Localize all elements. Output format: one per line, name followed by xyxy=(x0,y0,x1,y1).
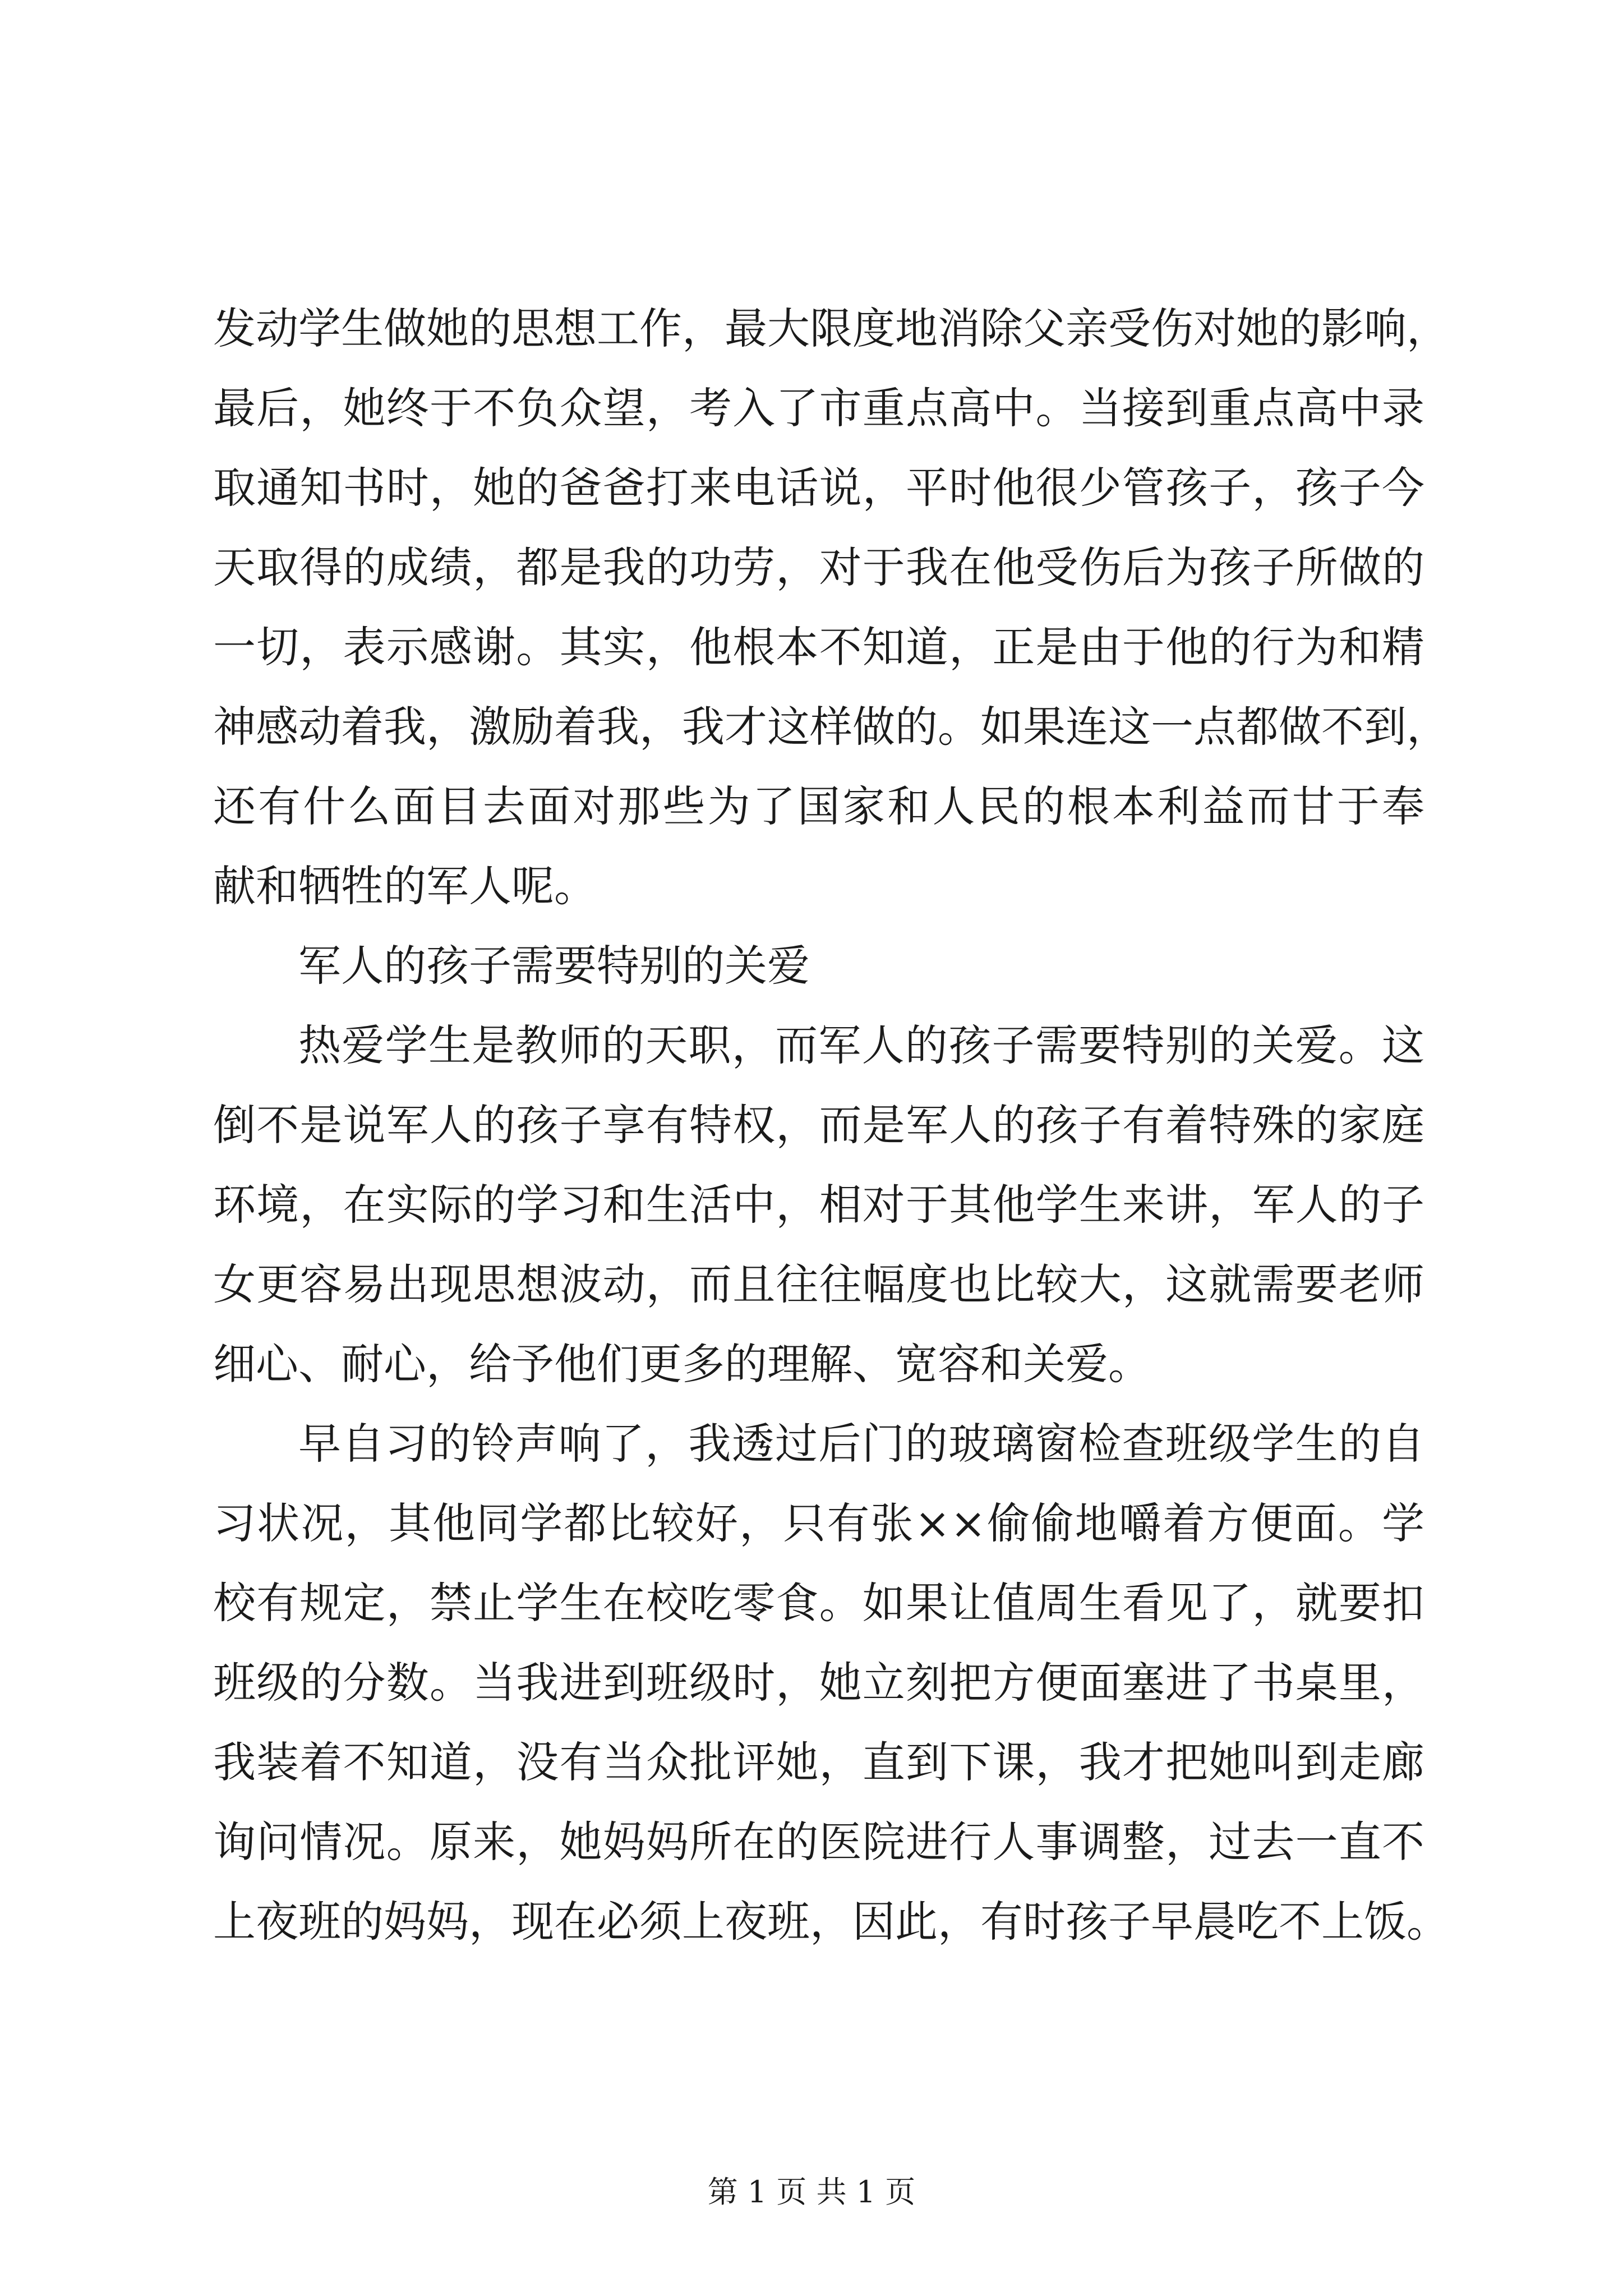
text-line: 我装着不知道，没有当众批评她，直到下课，我才把她叫到走廊 xyxy=(213,1737,1424,1787)
text-line: 细心、耐心，给予他们更多的理解、宽容和关爱。 xyxy=(213,1339,1151,1389)
text-line: 班级的分数。当我进到班级时，她立刻把方便面塞进了书桌里， xyxy=(213,1658,1424,1708)
text-line: 习状况，其他同学都比较好，只有张××偷偷地嚼着方便面。学 xyxy=(213,1498,1424,1548)
text-line: 军人的孩子需要特别的关爱 xyxy=(298,941,810,991)
text-line: 献和牺牲的军人呢。 xyxy=(213,861,597,911)
text-line: 上夜班的妈妈，现在必须上夜班，因此，有时孩子早晨吃不上饭。 xyxy=(213,1897,1449,1947)
text-line: 最后，她终于不负众望，考入了市重点高中。当接到重点高中录 xyxy=(213,383,1424,433)
text-line: 热爱学生是教师的天职，而军人的孩子需要特别的关爱。这 xyxy=(298,1020,1424,1070)
text-line: 校有规定，禁止学生在校吃零食。如果让值周生看见了，就要扣 xyxy=(213,1578,1424,1628)
text-line: 环境，在实际的学习和生活中，相对于其他学生来讲，军人的子 xyxy=(213,1180,1424,1230)
text-line: 女更容易出现思想波动，而且往往幅度也比较大，这就需要老师 xyxy=(213,1259,1424,1309)
text-line: 还有什么面目去面对那些为了国家和人民的根本利益而甘于奉 xyxy=(213,781,1424,831)
text-line: 天取得的成绩，都是我的功劳，对于我在他受伤后为孩子所做的 xyxy=(213,542,1424,592)
text-line: 询问情况。原来，她妈妈所在的医院进行人事调整，过去一直不 xyxy=(213,1817,1424,1867)
document-body xyxy=(213,289,1449,1962)
text-line: 发动学生做她的思想工作，最大限度地消除父亲受伤对她的影响， xyxy=(213,303,1449,353)
text-line: 神感动着我，激励着我，我才这样做的。如果连这一点都做不到， xyxy=(213,702,1449,752)
page-footer: 第 1 页 共 1 页 xyxy=(707,2174,916,2210)
text-line: 一切，表示感谢。其实，他根本不知道，正是由于他的行为和精 xyxy=(213,622,1424,672)
text-line: 取通知书时，她的爸爸打来电话说，平时他很少管孩子，孩子今 xyxy=(213,463,1424,513)
text-line: 早自习的铃声响了，我透过后门的玻璃窗检查班级学生的自 xyxy=(298,1419,1424,1469)
text-line: 倒不是说军人的孩子享有特权，而是军人的孩子有着特殊的家庭 xyxy=(213,1100,1424,1150)
